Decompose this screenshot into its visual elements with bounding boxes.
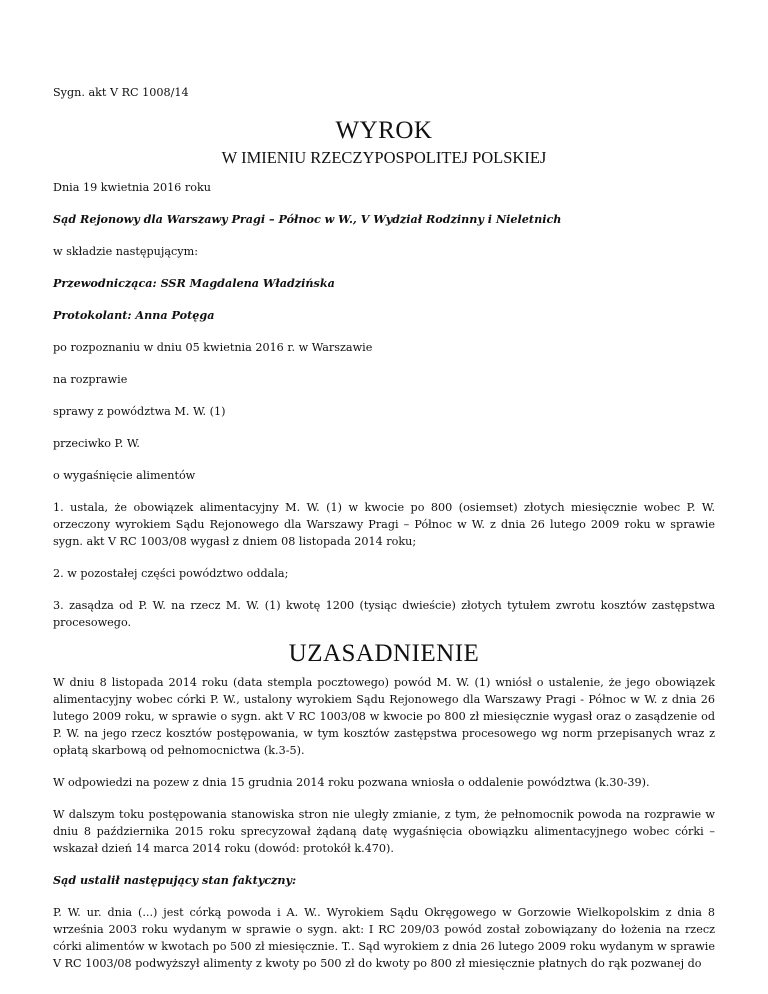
session-line: na rozprawie [53, 373, 128, 386]
justification-paragraph-1: W dniu 8 listopada 2014 roku (data stempla pocztowego) powód M. W. (1) wniósł o ustalenie, że jego obowiązek alimentacyjny wobec córki P. W., ustalony wyrokiem Sądu Rejonowego dla Warszawy Pragi - Północ w W. z dnia 26 lutego 2009 roku, w sprawie o sygn. akt V RC 1003/08 w kwocie po 800 zł miesięcznie wygasł oraz o zasądzenie od P. W. na jego rzecz kosztów postępowania, w tym kosztów zastępstwa procesowego wg norm przepisanych wraz z opłatą skarbową od pełnomocnictwa (k.3-5). [53, 676, 715, 757]
justification-paragraph-3: W dalszym toku postępowania stanowiska stron nie uległy zmianie, z tym, że pełnomocnik powoda na rozprawie w dniu 8 października 2015 roku sprecyzował żądaną datę wygaśnięcia obowiązku alimentacyjnego wobec córki – wskazał dzień 14 marca 2014 roku (dowód: protokół k.470). [53, 808, 715, 855]
case-number: Sygn. akt V RC 1008/14 [53, 86, 189, 99]
ruling-point-1: 1. ustala, że obowiązek alimentacyjny M. W. (1) w kwocie po 800 (osiemset) złotych miesięcznie wobec P. W. orzeczony wyrokiem Sądu Rejonowego dla Warszawy Pragi – Północ w W. z dnia 26 lutego 2009 roku w sprawie sygn. akt V RC 1003/08 wygasł z dniem 08 listopada 2014 roku; [53, 501, 715, 548]
facts-heading: Sąd ustalił następujący stan faktyczny: [53, 873, 297, 887]
judgment-document [53, 84, 715, 987]
against-line: przeciwko P. W. [53, 437, 140, 450]
ruling-point-2: 2. w pozostałej części powództwo oddala; [53, 567, 289, 580]
subject-line: o wygaśnięcie alimentów [53, 469, 196, 482]
hearing-line: po rozpoznaniu w dniu 05 kwietnia 2016 r. w Warszawie [53, 341, 373, 354]
court-clerk: Protokolant: Anna Potęga [53, 308, 215, 322]
date-line: Dnia 19 kwietnia 2016 roku [53, 181, 211, 194]
document-subtitle: W IMIENIU RZECZYPOSPOLITEJ POLSKIEJ [221, 148, 547, 167]
justification-paragraph-4: P. W. ur. dnia (...) jest córką powoda i A. W.. Wyrokiem Sądu Okręgowego w Gorzowie Wielkopolskim z dnia 8 września 2003 roku wydanym w sprawie o sygn. akt: I RC 209/03 powód został zobowiązany do łożenia na rzecz córki alimentów w kwotach po 500 zł miesięcznie. T.. Sąd wyrokiem z dnia 26 lutego 2009 roku wydanym w sprawie V RC 1003/08 podwyższył alimenty z kwoty po 500 zł do kwoty po 800 zł miesięcznie płatnych do rąk pozwanej do [53, 906, 715, 970]
justification-paragraph-2: W odpowiedzi na pozew z dnia 15 grudnia 2014 roku pozwana wniosła o oddalenie powództwa (k.30-39). [53, 776, 650, 789]
case-line: sprawy z powództwa M. W. (1) [53, 405, 226, 418]
composition-intro: w składzie następującym: [53, 245, 198, 258]
presiding-judge: Przewodnicząca: SSR Magdalena Władzińska [53, 276, 335, 290]
ruling-point-3: 3. zasądza od P. W. na rzecz M. W. (1) kwotę 1200 (tysiąc dwieście) złotych tytułem zwrotu kosztów zastępstwa procesowego. [53, 599, 715, 629]
document-title: WYROK [335, 117, 433, 144]
justification-heading: UZASADNIENIE [288, 640, 480, 667]
court-name: Sąd Rejonowy dla Warszawy Pragi – Północ w W., V Wydział Rodzinny i Nieletnich [53, 212, 562, 226]
